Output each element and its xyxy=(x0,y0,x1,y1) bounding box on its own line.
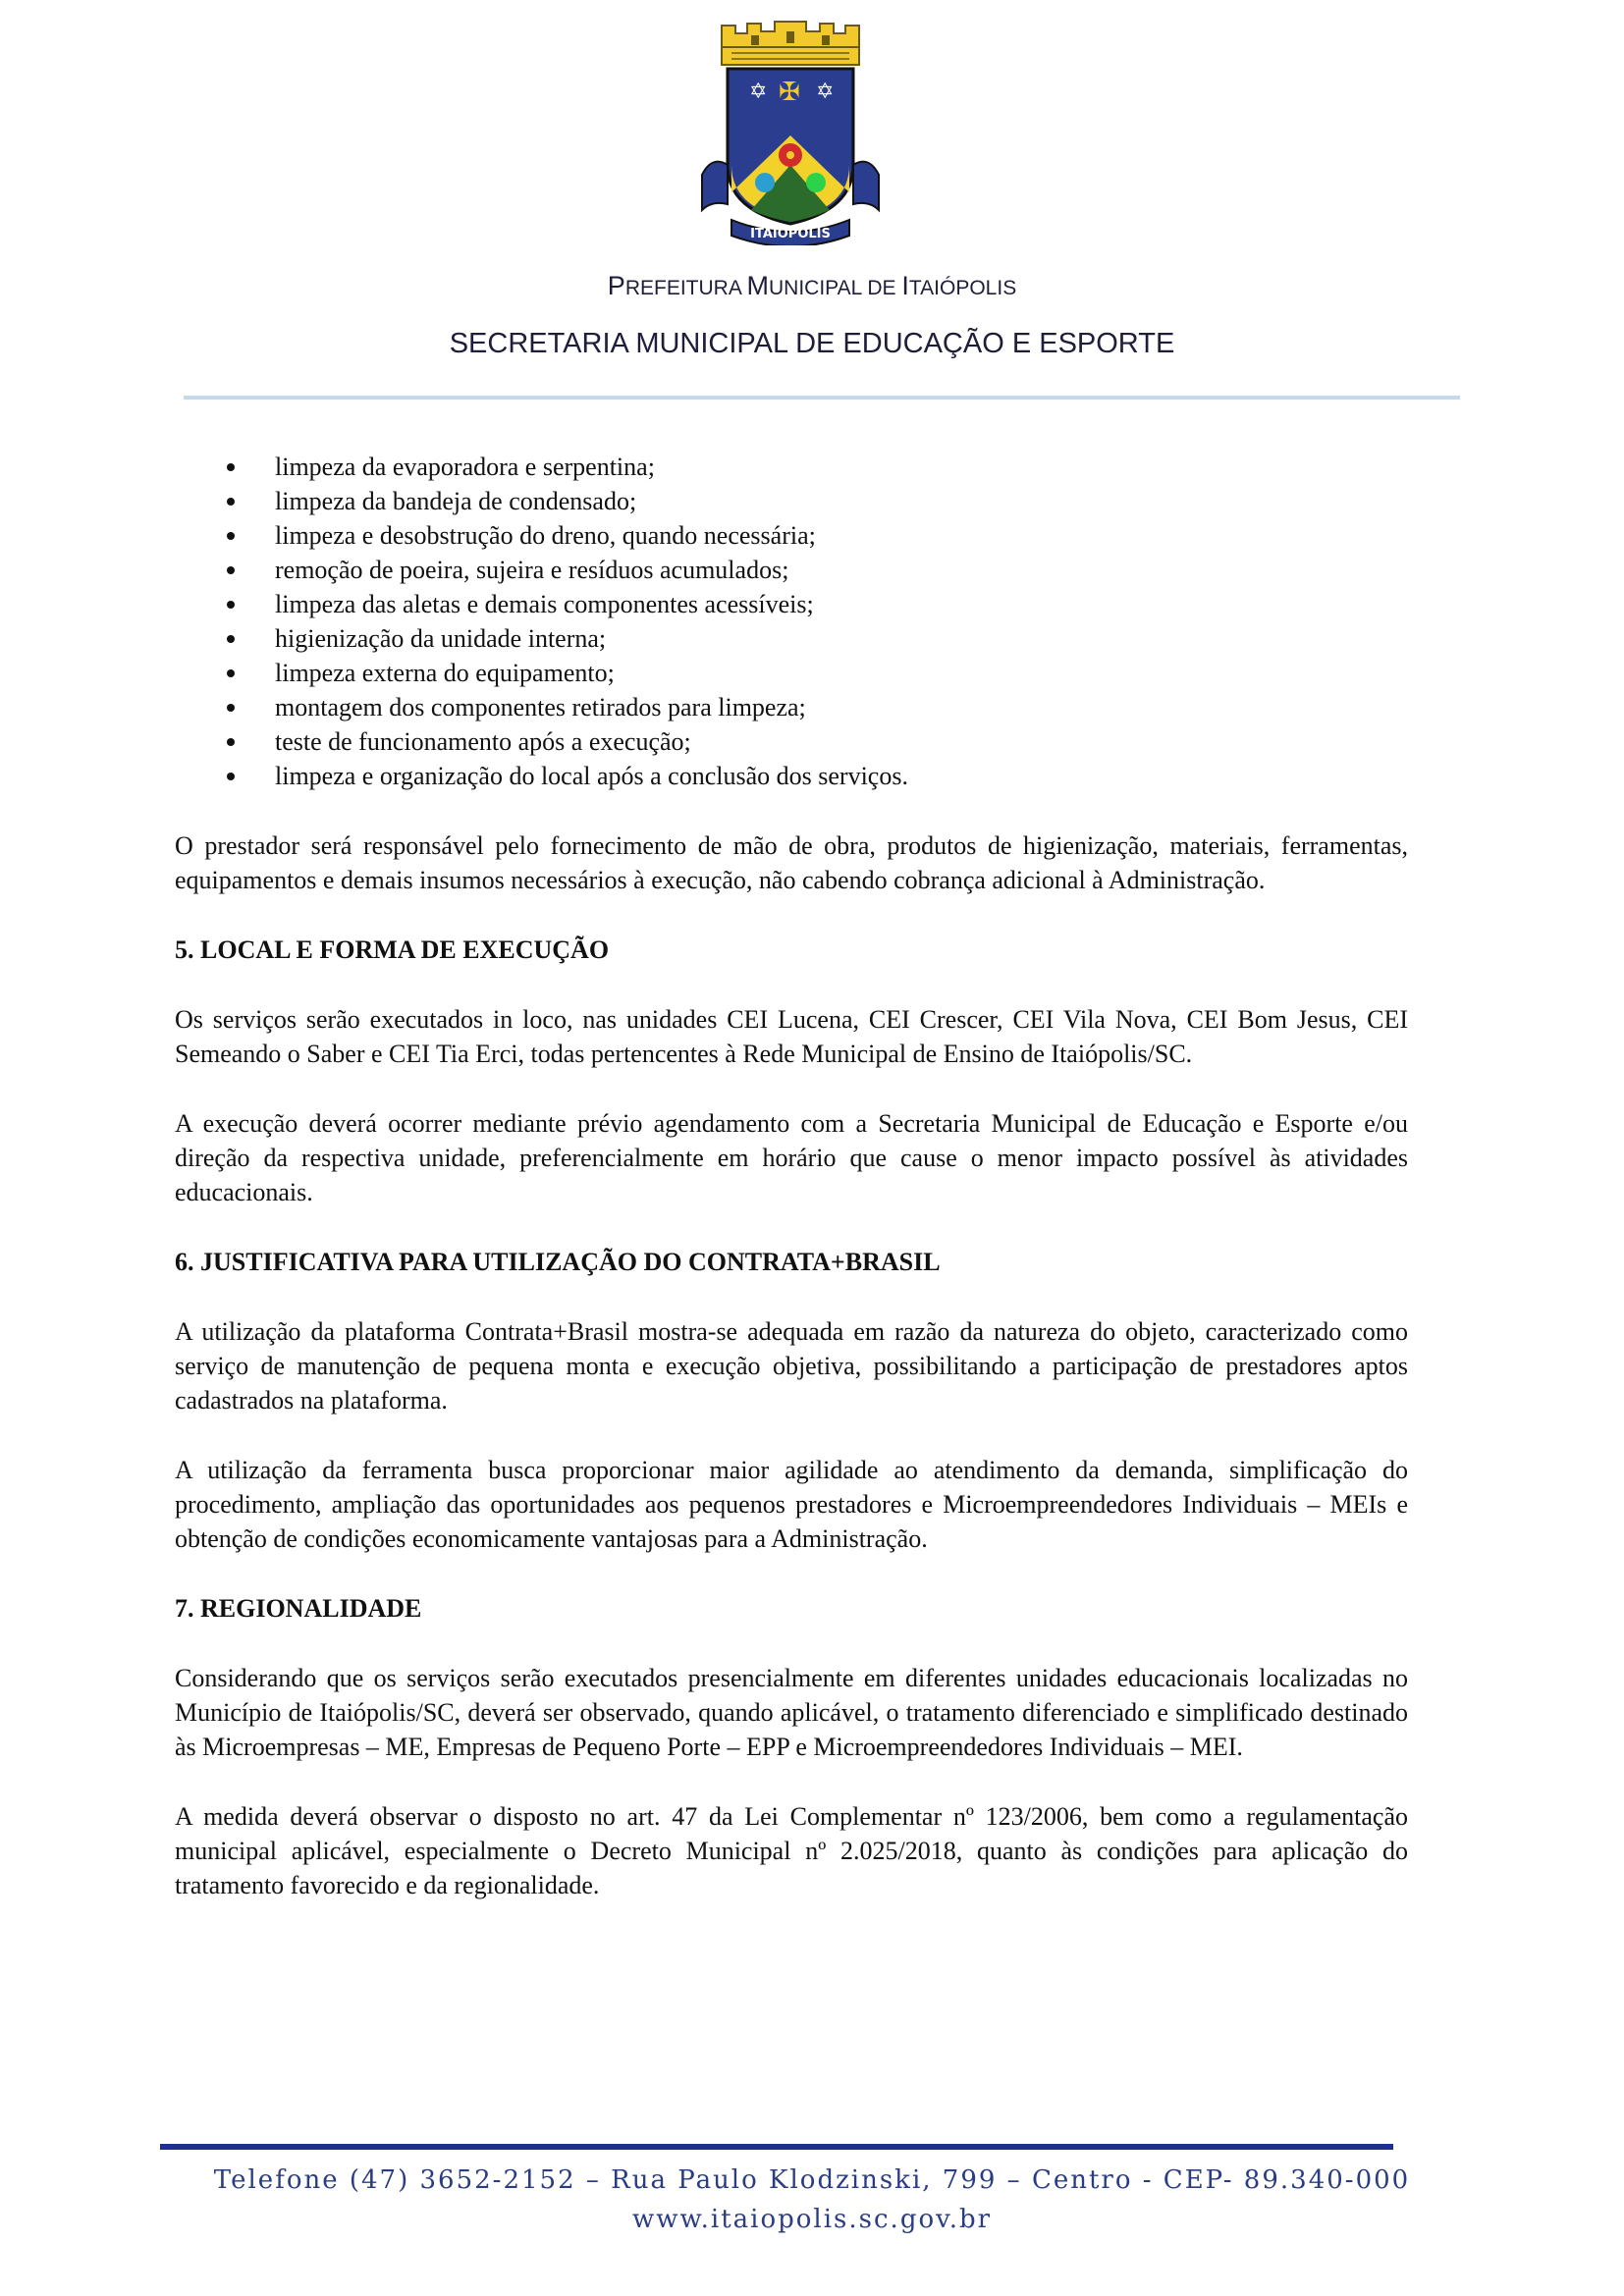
title-initial-m: M xyxy=(746,271,769,300)
section-5-heading: 5. LOCAL E FORMA DE EXECUÇÃO xyxy=(175,935,610,964)
title-rest-p: REFEITURA xyxy=(624,277,747,299)
bullet-icon xyxy=(227,566,235,574)
svg-text:✡: ✡ xyxy=(816,80,835,104)
prefeitura-title xyxy=(0,271,1624,301)
list-item xyxy=(175,587,1408,621)
emblem-banner-text: ITAIOPOLIS xyxy=(750,227,831,241)
list-item-text: montagem dos componentes retirados para limpeza; xyxy=(275,693,806,721)
list-item xyxy=(175,690,1408,724)
bullet-icon xyxy=(227,463,235,471)
footer-contact-line: Telefone (47) 3652-2152 – Rua Paulo Klodzinski, 799 – Centro - CEP- 89.340-000 xyxy=(213,2165,1411,2195)
list-item xyxy=(175,621,1408,656)
section-7-paragraph-1: Considerando que os serviços serão executados presencialmente em diferentes unidades educacionais localizadas no Município de Itaiópolis/SC, deverá ser observado, quando aplicável, o tratamento diferenciado e simplificado destinado às Microempresas – ME, Empresas de Pequeno Porte – EPP e Microempreendedores Individuais – MEI. xyxy=(175,1664,1408,1761)
section-7-paragraph-2: A medida deverá observar o disposto no art. 47 da Lei Complementar nº 123/2006, bem como a regulamentação municipal aplicável, especialmente o Decreto Municipal nº 2.025/2018, quanto às condições para aplicação do tratamento favorecido e da regionalidade. xyxy=(175,1802,1408,1899)
bullet-icon xyxy=(227,601,235,609)
svg-text:✡: ✡ xyxy=(749,80,768,104)
list-item-text: limpeza e organização do local após a conclusão dos serviços. xyxy=(275,762,908,790)
list-item-text: limpeza externa do equipamento; xyxy=(275,659,615,687)
bullet-icon xyxy=(227,704,235,712)
list-item-text: teste de funcionamento após a execução; xyxy=(275,727,691,756)
header-divider xyxy=(184,396,1460,400)
title-rest-m: UNICIPAL DE xyxy=(769,277,902,299)
list-item xyxy=(175,484,1408,518)
bullet-icon xyxy=(227,635,235,643)
bullet-icon xyxy=(227,532,235,540)
bullet-icon xyxy=(227,498,235,506)
footer-divider xyxy=(160,2144,1393,2150)
svg-text:✠: ✠ xyxy=(779,78,800,107)
bullet-icon xyxy=(227,669,235,677)
section-7-heading: 7. REGIONALIDADE xyxy=(175,1594,422,1623)
section-6-heading: 6. JUSTIFICATIVA PARA UTILIZAÇÃO DO CONTRATA+BRASIL xyxy=(175,1248,941,1276)
footer-website-link[interactable]: www.itaiopolis.sc.gov.br xyxy=(631,2205,993,2234)
secretaria-subtitle: SECRETARIA MUNICIPAL DE EDUCAÇÃO E ESPORTE xyxy=(449,328,1175,359)
list-item-text: limpeza da bandeja de condensado; xyxy=(275,487,637,515)
bullet-icon xyxy=(227,773,235,780)
list-item xyxy=(175,518,1408,553)
section-6-paragraph-1: A utilização da plataforma Contrata+Brasil mostra-se adequada em razão da natureza do objeto, caracterizado como serviço de manutenção de pequena monta e execução objetiva, possibilitando a participação de prestadores aptos cadastrados na plataforma. xyxy=(175,1317,1408,1415)
list-item-text: limpeza e desobstrução do dreno, quando necessária; xyxy=(275,521,816,550)
title-rest-i: TAIÓPOLIS xyxy=(908,277,1017,299)
bullet-icon xyxy=(227,738,235,746)
list-item-text: limpeza da evaporadora e serpentina; xyxy=(275,453,655,481)
section-5-paragraph-2: A execução deverá ocorrer mediante prévio agendamento com a Secretaria Municipal de Educação e Esporte e/ou direção da respectiva unidade, preferencialmente em horário que cause o menor impacto possível às atividades educacionais. xyxy=(175,1109,1408,1206)
list-item xyxy=(175,724,1408,759)
list-item xyxy=(175,759,1408,793)
section-6-paragraph-2: A utilização da ferramenta busca proporcionar maior agilidade ao atendimento da demanda, simplificação do procedimento, ampliação das oportunidades aos pequenos prestadores e Microempreendedores Individuais – MEIs e obtenção de condições economicamente vantajosas para a Administração. xyxy=(175,1456,1408,1553)
list-item-text: limpeza das aletas e demais componentes acessíveis; xyxy=(275,590,814,618)
list-item xyxy=(175,553,1408,587)
title-initial-i: I xyxy=(901,271,909,300)
service-bullet-list xyxy=(175,450,1408,793)
section-5-paragraph-1: Os serviços serão executados in loco, nas unidades CEI Lucena, CEI Crescer, CEI Vila Nova, CEI Bom Jesus, CEI Semeando o Saber e CEI Tia Erci, todas pertencentes à Rede Municipal de Ensino de Itaiópolis/SC. xyxy=(175,1005,1408,1068)
paragraph-prestador: O prestador será responsável pelo fornecimento de mão de obra, produtos de higienização, materiais, ferramentas, equipamentos e demais insumos necessários à execução, não cabendo cobrança adicional à Administração. xyxy=(175,831,1408,894)
list-item-text: remoção de poeira, sujeira e resíduos acumulados; xyxy=(275,556,789,584)
coat-of-arms-emblem xyxy=(692,18,889,245)
list-item-text: higienização da unidade interna; xyxy=(275,624,607,653)
list-item xyxy=(175,656,1408,690)
title-initial-p: P xyxy=(607,271,625,300)
list-item xyxy=(175,450,1408,484)
document-body xyxy=(175,450,1408,1902)
